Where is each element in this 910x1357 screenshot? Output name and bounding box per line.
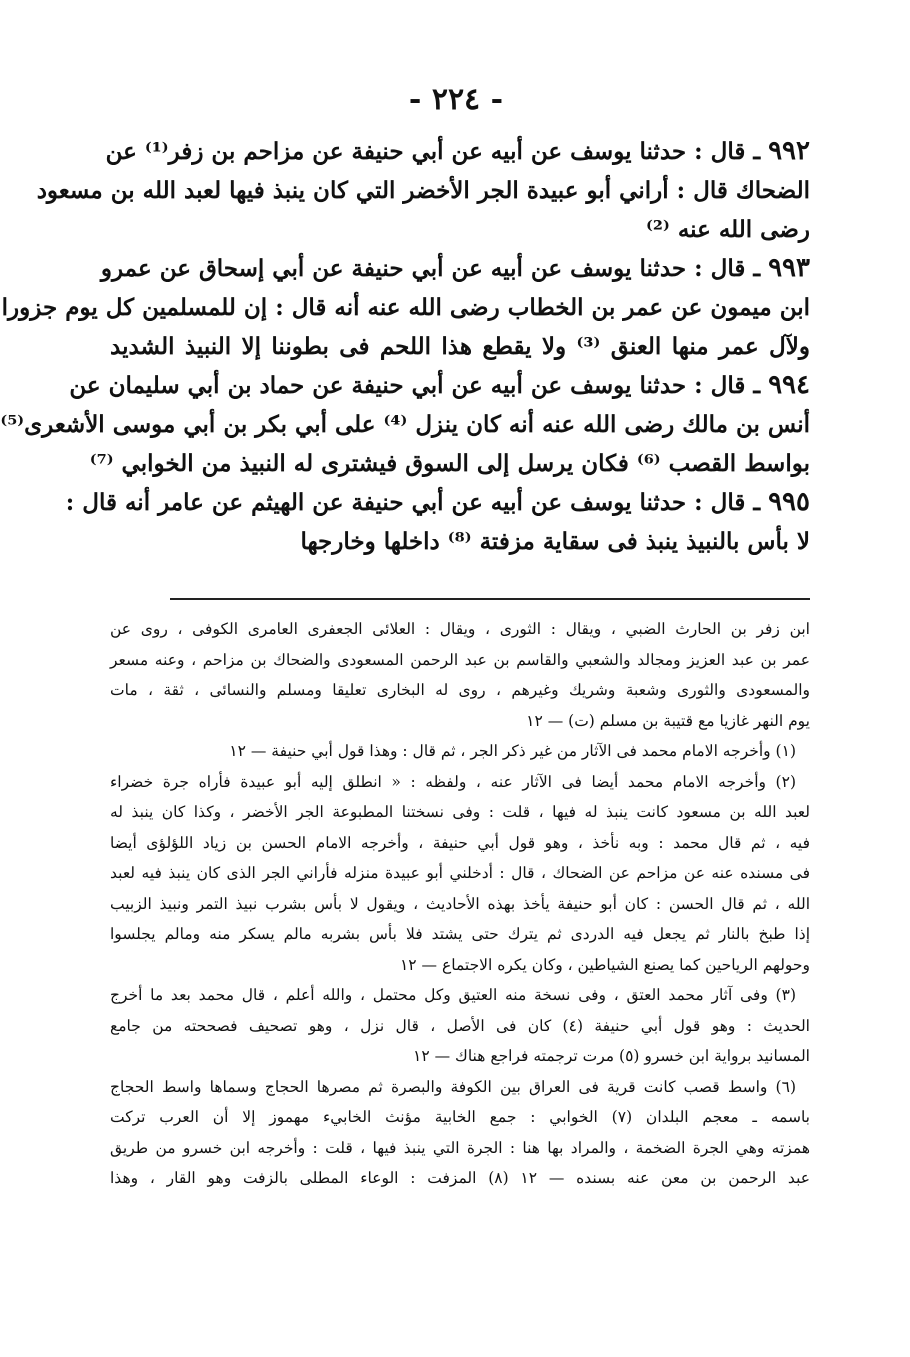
footnote-1: (١) وأخرجه الامام محمد فى الآثار من غير ذكر الجر ، ثم قال : وهذا قول أبي حنيفة — ١٢ [229,742,796,760]
hadith-993-line-1 [100,249,810,288]
hadith-992-line-3: رضى الله عنه ⁽²⁾ [646,216,810,243]
footnote-3: (٣) وفى آثار محمد العتق ، وفى نسخة منه العتيق وكل محتمل ، والله أعلم ، قال محمد بعد ما أخرج [110,986,796,1004]
footnotes [110,614,810,1194]
main-text [0,132,810,561]
footnote-6: (٦) واسط قصب كانت قرية فى العراق بين الكوفة والبصرة ثم مصرها الحجاج وسماها واسط الحجاج [110,1077,796,1096]
document-page [2,0,910,1357]
footnote-line: ابن زفر بن الحارث الضبي ، ويقال : الثورى ، ويقال : العلائى الجعفرى العامرى الكوفى ، روى عن [110,620,810,638]
hadith-994-line-1 [69,366,810,405]
hadith-995-line-2: لا بأس بالنبيذ ينبذ فى سقاية مزفتة ⁽⁸⁾ داخلها وخارجها [300,528,810,555]
footnote-line: وحولهم الرياحين كما يصنع الشياطين ، وكان يكره الاجتماع — ١٢ [399,955,810,974]
footnote-line: إذا طبخ بالنار ثم يجعل فيه الدردى ثم يترك حتى يشتد فلا بأس بشربه مالم يسكر منه ومالم يجلسوا [110,925,810,943]
hadith-number: ٩٩٢ [768,136,810,166]
page-number: - ٢٢٤ - [408,82,504,117]
hadith-992-line-2: الضحاك قال : أراني أبو عبيدة الجر الأخضر التي كان ينبذ فيها لعبد الله بن مسعود [36,177,810,204]
hadith-993-line-2: ابن ميمون عن عمر بن الخطاب رضى الله عنه أنه قال : إن للمسلمين كل يوم جزورا [1,294,810,321]
footnote-line: الله ، ثم قال الحسن : كان أبو حنيفة يأخذ بهذه الأحاديث ، ويقول لا بأس بشرب نبيذ التمر ونبيذ الزبيب [110,894,810,913]
hadith-text: ـ قال : حدثنا يوسف عن أبيه عن أبي حنيفة عن حماد بن أبي سليمان عن [69,372,769,399]
footnote-line: فيه ، ثم قال محمد : وبه نأخذ ، وهو قول أبي حنيفة ، وأخرجه الامام الحسن بن زياد اللؤلؤى أيضا [110,833,810,852]
hadith-number: ٩٩٥ [768,487,810,517]
footnote-2: (٢) وأخرجه الامام محمد أيضا فى الآثار عنه ، ولفظه : « انطلق إليه أبو عبيدة فأراه جرة خضراء [110,772,796,791]
hadith-994-line-2: أنس بن مالك رضى الله عنه أنه كان ينزل ⁽⁴⁾ على أبي بكر بن أبي موسى الأشعرى⁽⁵⁾ [0,411,810,438]
hadith-text: ـ قال : حدثنا يوسف عن أبيه عن أبي حنيفة عن الهيثم عن عامر أنه قال : [65,489,769,516]
footnote-7: باسمه ـ معجم البلدان (٧) الخوابي : جمع الخابية مؤنث الخابيء مهموز إلا أن العرب تركت [110,1108,811,1126]
footnote-8: عبد الرحمن بن معن عنه بسنده — ١٢ (٨) المزفت : الوعاء المطلى بالزفت وهو القار ، وهذا [110,1169,810,1187]
hadith-number: ٩٩٤ [768,370,810,400]
hadith-text: ـ قال : حدثنا يوسف عن أبيه عن أبي حنيفة عن مزاحم بن زفر⁽¹⁾ عن [105,138,769,165]
hadith-number: ٩٩٣ [768,253,810,283]
footnote-line: والمسعودى والثورى وشعبة وشريك وغيرهم ، روى له البخارى تعليقا ومسلم والنسائى ، ثقة ، مات [110,681,810,699]
footnote-line: لعبد الله بن مسعود كانت ينبذ له فيها ، قلت : وفى نسختنا المطبوعة الجر الأخضر ، وكذا كان ينبذ له [110,803,810,821]
hadith-994-line-3: بواسط القصب ⁽⁶⁾ فكان يرسل إلى السوق فيشترى له النبيذ من الخوابي ⁽⁷⁾ [89,450,810,477]
footnote-line: فى مسنده عنه عن مزاحم عن الضحاك ، قال : أدخلني أبو عبيدة منزله فأراني الجر الذى كان ينبذ فيه لعبد [110,864,810,882]
hadith-text: ـ قال : حدثنا يوسف عن أبيه عن أبي حنيفة عن أبي إسحاق عن عمرو [100,255,769,282]
footnote-4: الحديث : وهو قول أبي حنيفة (٤) كان فى الأصل ، قال نزل ، وهو تصحيف فصححته من جامع [110,1016,810,1035]
footnote-line: عمر بن عبد العزيز ومجالد والشعبي والقاسم بن عبد الرحمن المسعودى والضحاك بن مزاحم ، وعنه مسعر [110,650,810,669]
footnote-line: همزته وهي الجرة الضخمة ، والمراد بها هنا : الجرة التي ينبذ فيها ، قلت : وأخرجه ابن خسرو من طريق [110,1138,810,1157]
footnote-line: يوم النهر غازيا مع قتيبة بن مسلم (ت) — ١٢ [526,711,810,730]
hadith-995-line-1 [65,483,810,522]
hadith-992-line-1 [105,132,810,171]
footnote-separator [170,598,810,600]
footnote-5: المسانيد برواية ابن خسرو (٥) مرت ترجمته فراجع هناك — ١٢ [413,1047,810,1065]
hadith-993-line-3: ولآل عمر منها العنق ⁽³⁾ ولا يقطع هذا اللحم فى بطوننا إلا النبيذ الشديد [110,333,810,360]
